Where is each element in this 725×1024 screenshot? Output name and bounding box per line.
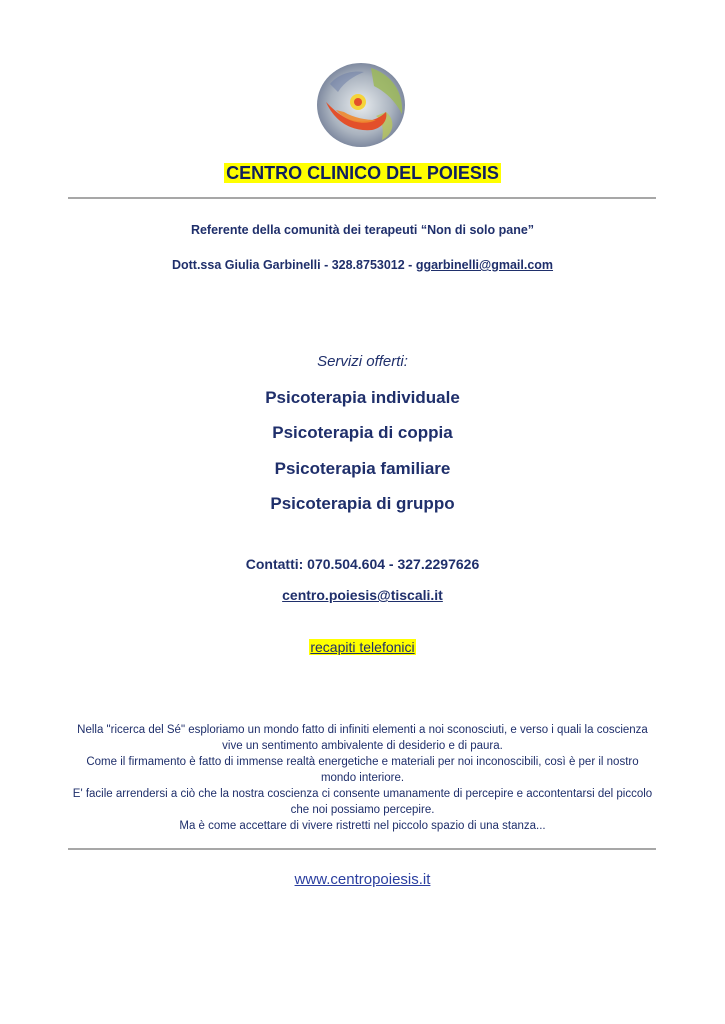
referent-line: Referente della comunità dei terapeuti “Non di solo pane” xyxy=(190,223,535,237)
divider-top xyxy=(68,197,656,199)
service-item: Psicoterapia di coppia xyxy=(272,423,453,442)
paragraph-line: Ma è come accettare di vivere ristretti nel piccolo spazio di una stanza... xyxy=(179,820,546,832)
center-email-wrap xyxy=(0,587,725,603)
page-title xyxy=(0,163,725,184)
phone-link-wrap xyxy=(0,639,725,655)
phone-contacts-link[interactable]: recapiti telefonici xyxy=(310,639,415,655)
paragraph-line: E' facile arrendersi a ciò che la nostra coscienza ci consente umanamente di percepire e accontentarsi del piccolo che noi possiamo percepire. xyxy=(72,788,653,816)
service-item: Psicoterapia individuale xyxy=(265,388,460,407)
paragraph-line: Nella "ricerca del Sé" esploriamo un mondo fatto di infiniti elementi a noi sconosciuti, e verso i quali la coscienza vive un sentimento ambivalente di desiderio e di paura. xyxy=(77,724,648,752)
paragraph-line: Come il firmamento è fatto di immense realtà energetiche e materiali per noi inconoscibili, così è per il nostro mondo interiore. xyxy=(86,756,639,784)
website-wrap xyxy=(0,871,725,888)
title-text: CENTRO CLINICO DEL POIESIS xyxy=(226,163,499,183)
divider-bottom xyxy=(68,848,656,850)
doctor-contact-line xyxy=(0,258,725,272)
phone-contacts: Contatti: 070.504.604 - 327.2297626 xyxy=(245,556,480,572)
service-item: Psicoterapia familiare xyxy=(274,459,451,478)
service-item: Psicoterapia di gruppo xyxy=(270,494,455,513)
poiesis-logo xyxy=(316,62,406,148)
center-email-link[interactable]: centro.poiesis@tiscali.it xyxy=(282,587,443,603)
doctor-email-link[interactable]: ggarbinelli@gmail.com xyxy=(415,258,554,272)
services-heading: Servizi offerti: xyxy=(317,353,408,370)
website-link[interactable]: www.centropoiesis.it xyxy=(294,871,431,888)
intro-paragraph xyxy=(70,722,655,834)
doctor-info: Dott.ssa Giulia Garbinelli - 328.8753012 - xyxy=(171,258,416,272)
